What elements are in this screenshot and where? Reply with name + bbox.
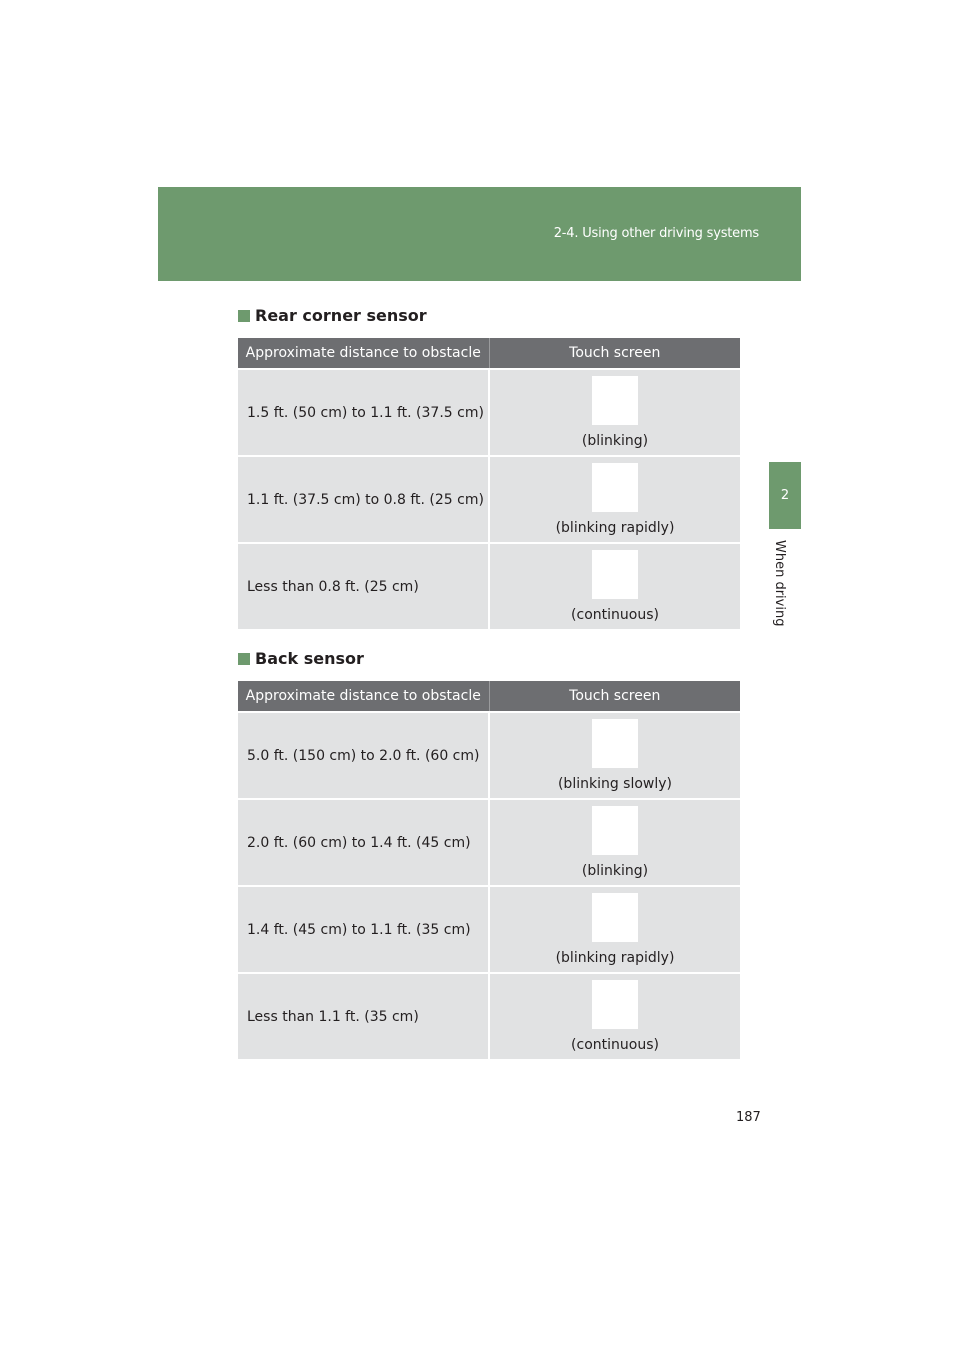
distance-cell: 2.0 ft. (60 cm) to 1.4 ft. (45 cm) bbox=[238, 799, 489, 886]
table-header-row bbox=[238, 338, 740, 369]
distance-cell: 1.1 ft. (37.5 cm) to 0.8 ft. (25 cm) bbox=[238, 456, 489, 543]
distance-cell: 5.0 ft. (150 cm) to 2.0 ft. (60 cm) bbox=[238, 712, 489, 799]
header-band bbox=[158, 187, 801, 281]
screen-status: (blinking) bbox=[581, 433, 649, 449]
column-header-distance: Approximate distance to obstacle bbox=[238, 681, 489, 712]
column-header-screen: Touch screen bbox=[489, 681, 740, 712]
back-table bbox=[238, 681, 740, 1059]
table-row bbox=[238, 456, 740, 543]
screen-cell bbox=[489, 712, 740, 799]
back-heading bbox=[238, 649, 364, 668]
rear-corner-heading bbox=[238, 306, 427, 325]
bullet-square-icon bbox=[238, 310, 250, 322]
column-header-distance: Approximate distance to obstacle bbox=[238, 338, 489, 369]
screen-cell bbox=[489, 543, 740, 629]
column-header-screen: Touch screen bbox=[489, 338, 740, 369]
table-row bbox=[238, 973, 740, 1059]
rear-corner-title: Rear corner sensor bbox=[255, 306, 427, 325]
screen-display-image bbox=[592, 376, 638, 425]
section-title: 2-4. Using other driving systems bbox=[553, 226, 759, 241]
screen-display-image bbox=[592, 893, 638, 942]
back-title: Back sensor bbox=[255, 649, 364, 668]
table-header-row bbox=[238, 681, 740, 712]
table-row bbox=[238, 886, 740, 973]
screen-cell bbox=[489, 369, 740, 456]
distance-cell: Less than 1.1 ft. (35 cm) bbox=[238, 973, 489, 1059]
screen-status: (blinking) bbox=[581, 863, 649, 879]
screen-status: (continuous) bbox=[571, 607, 659, 623]
screen-display-image bbox=[592, 980, 638, 1029]
screen-cell bbox=[489, 886, 740, 973]
table-row bbox=[238, 799, 740, 886]
table-row bbox=[238, 369, 740, 456]
rear-corner-table bbox=[238, 338, 740, 629]
screen-cell bbox=[489, 456, 740, 543]
table-row bbox=[238, 712, 740, 799]
distance-cell: 1.5 ft. (50 cm) to 1.1 ft. (37.5 cm) bbox=[238, 369, 489, 456]
chapter-tab: 2 bbox=[769, 462, 801, 529]
bullet-square-icon bbox=[238, 653, 250, 665]
table-row bbox=[238, 543, 740, 629]
screen-display-image bbox=[592, 550, 638, 599]
screen-status: (continuous) bbox=[571, 1037, 659, 1053]
screen-display-image bbox=[592, 806, 638, 855]
distance-cell: Less than 0.8 ft. (25 cm) bbox=[238, 543, 489, 629]
screen-display-image bbox=[592, 719, 638, 768]
screen-cell bbox=[489, 973, 740, 1059]
chapter-label: When driving bbox=[772, 540, 787, 627]
screen-cell bbox=[489, 799, 740, 886]
screen-status: (blinking rapidly) bbox=[555, 520, 675, 536]
page-number: 187 bbox=[736, 1110, 761, 1125]
screen-display-image bbox=[592, 463, 638, 512]
distance-cell: 1.4 ft. (45 cm) to 1.1 ft. (35 cm) bbox=[238, 886, 489, 973]
screen-status: (blinking rapidly) bbox=[555, 950, 675, 966]
screen-status: (blinking slowly) bbox=[557, 776, 673, 792]
